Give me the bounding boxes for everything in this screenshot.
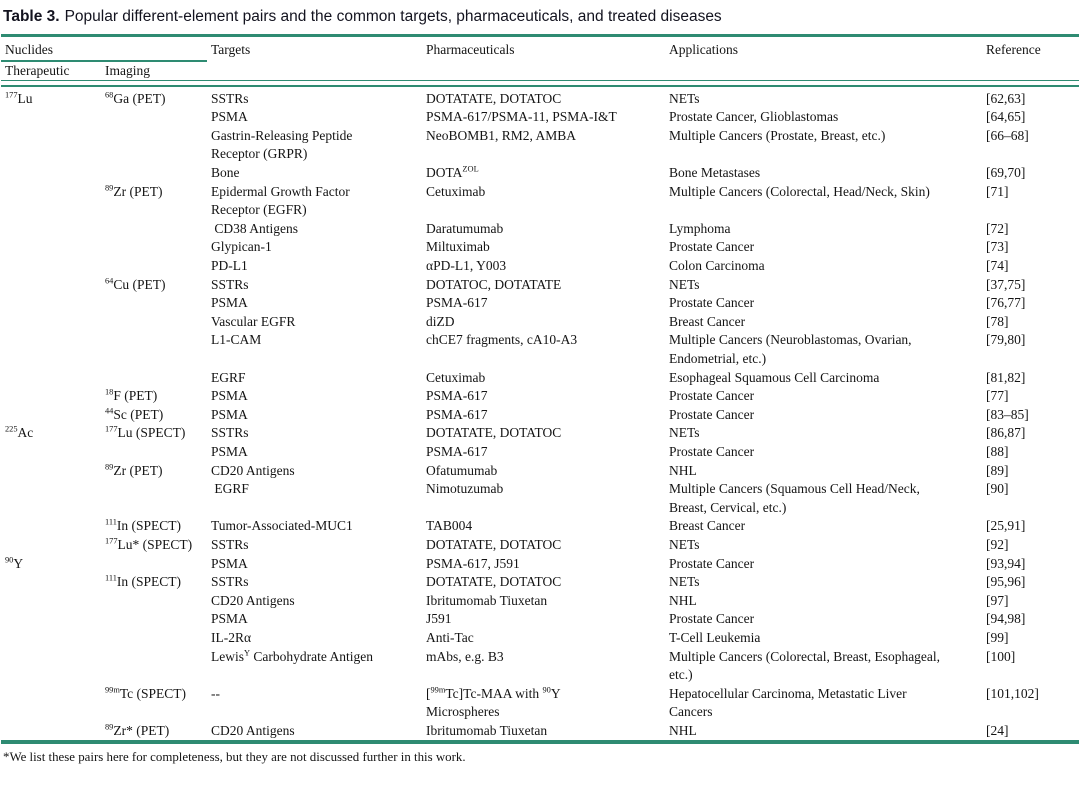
cell-imaging-nuclide: [101, 629, 207, 648]
cell-reference: [77]: [986, 388, 1009, 404]
cell-pharmaceutical: DOTATATE, DOTATOC: [426, 536, 562, 552]
cell-pharmaceutical: αPD-L1, Y003: [426, 258, 507, 274]
cell-pharmaceutical: PSMA-617, J591: [426, 555, 520, 571]
cell-therapeutic-nuclide: $^{90}$Y: [5, 555, 24, 571]
cell-application: Prostate Cancer: [669, 295, 755, 311]
cell-reference: [24]: [986, 722, 1009, 738]
cell-therapeutic-nuclide: [1, 648, 101, 685]
cell-application: Breast Cancer: [669, 518, 746, 534]
cell-application: Multiple Cancers (Squamous Cell Head/Neck, Breast, Cervical, etc.): [669, 481, 920, 515]
cell-pharmaceutical: mAbs, e.g. B3: [426, 648, 504, 664]
cell-imaging-nuclide: [101, 592, 207, 611]
cell-therapeutic-nuclide: [1, 313, 101, 332]
cell-pharmaceutical: PSMA-617/PSMA-11, PSMA-I&T: [426, 109, 617, 125]
table-row: [1, 648, 1079, 685]
cell-target: IL-2Rα: [211, 629, 252, 645]
cell-therapeutic-nuclide: [1, 536, 101, 555]
cell-application: NETs: [669, 276, 700, 292]
cell-reference: [73]: [986, 239, 1009, 255]
table-row: [1, 183, 1079, 220]
cell-pharmaceutical: Anti-Tac: [426, 629, 474, 645]
cell-application: Prostate Cancer: [669, 406, 755, 422]
cell-target: Lewis$^Y$ Carbohydrate Antigen: [211, 648, 374, 664]
cell-therapeutic-nuclide: $^{225}$Ac: [5, 424, 34, 441]
cell-application: Multiple Cancers (Colorectal, Head/Neck, Skin): [669, 183, 930, 199]
table-caption-text: Popular different-element pairs and the common targets, pharmaceuticals, and treated diseases: [64, 8, 722, 25]
cell-pharmaceutical: PSMA-617: [426, 443, 488, 459]
table-caption: [1, 7, 1079, 34]
cell-pharmaceutical: TAB004: [426, 518, 473, 534]
table-row: [1, 108, 1079, 127]
cell-therapeutic-nuclide: [1, 443, 101, 462]
col-header-therapeutic: Therapeutic: [1, 61, 101, 81]
cell-therapeutic-nuclide: [1, 108, 101, 127]
cell-target: CD20 Antigens: [211, 722, 295, 738]
cell-pharmaceutical: PSMA-617: [426, 388, 488, 404]
cell-target: CD38 Antigens: [211, 220, 299, 236]
cell-target: PSMA: [211, 443, 248, 459]
cell-therapeutic-nuclide: $^{177}$Lu: [5, 90, 33, 106]
table-row: [1, 722, 1079, 743]
cell-reference: [62,63]: [986, 90, 1026, 106]
cell-pharmaceutical: DOTATOC, DOTATATE: [426, 276, 562, 292]
cell-reference: [94,98]: [986, 611, 1026, 627]
cell-target: EGRF: [211, 369, 246, 385]
cell-imaging-nuclide: [101, 610, 207, 629]
cell-pharmaceutical: $DOTA^{ZOL}$: [426, 164, 479, 181]
cell-imaging-nuclide: $^{111}$In (SPECT): [105, 573, 182, 590]
cell-application: Prostate Cancer: [669, 239, 755, 255]
cell-reference: [95,96]: [986, 574, 1026, 590]
cell-target: Tumor-Associated-MUC1: [211, 518, 353, 534]
cell-pharmaceutical: Nimotuzumab: [426, 481, 504, 497]
cell-reference: [88]: [986, 443, 1009, 459]
cell-reference: [81,82]: [986, 369, 1026, 385]
cell-pharmaceutical: [$^{99m}$Tc]Tc-MAA with $^{90}$Y Microspheres: [426, 685, 561, 720]
cell-imaging-nuclide: [101, 331, 207, 368]
cell-pharmaceutical: diZD: [426, 313, 455, 329]
cell-target: L1-CAM: [211, 332, 262, 348]
table-row: [1, 443, 1079, 462]
table-row: [1, 331, 1079, 368]
cell-therapeutic-nuclide: [1, 629, 101, 648]
cell-reference: [90]: [986, 481, 1009, 497]
cell-pharmaceutical: Miltuximab: [426, 239, 490, 255]
cell-reference: [79,80]: [986, 332, 1026, 348]
cell-reference: [37,75]: [986, 276, 1026, 292]
col-header-targets: Targets: [211, 42, 251, 57]
table-row: [1, 164, 1079, 183]
cell-reference: [66–68]: [986, 127, 1029, 143]
cell-target: PSMA: [211, 555, 248, 571]
cell-target: PSMA: [211, 295, 248, 311]
cell-application: Prostate Cancer: [669, 388, 755, 404]
cell-application: Multiple Cancers (Colorectal, Breast, Esophageal, etc.): [669, 648, 941, 683]
cell-therapeutic-nuclide: [1, 517, 101, 536]
cell-therapeutic-nuclide: [1, 462, 101, 481]
cell-therapeutic-nuclide: [1, 480, 101, 517]
cell-imaging-nuclide: [101, 369, 207, 388]
cell-application: Prostate Cancer: [669, 443, 755, 459]
cell-therapeutic-nuclide: [1, 257, 101, 276]
cell-target: PD-L1: [211, 258, 248, 274]
cell-reference: [100]: [986, 648, 1016, 664]
cell-application: Colon Carcinoma: [669, 258, 765, 274]
cell-application: NHL: [669, 592, 697, 608]
cell-application: Bone Metastases: [669, 165, 761, 181]
col-header-applications: Applications: [669, 42, 738, 57]
cell-therapeutic-nuclide: [1, 294, 101, 313]
cell-therapeutic-nuclide: [1, 331, 101, 368]
cell-reference: [89]: [986, 462, 1009, 478]
cell-target: EGRF: [211, 481, 249, 497]
cell-reference: [74]: [986, 258, 1009, 274]
cell-target: Vascular EGFR: [211, 313, 296, 329]
cell-pharmaceutical: DOTATATE, DOTATOC: [426, 574, 562, 590]
table-row: [1, 462, 1079, 481]
cell-application: NHL: [669, 722, 697, 738]
cell-target: SSTRs: [211, 276, 249, 292]
col-header-nuclides: Nuclides: [1, 36, 207, 61]
cell-pharmaceutical: PSMA-617: [426, 406, 488, 422]
cell-imaging-nuclide: [101, 313, 207, 332]
table-row: [1, 629, 1079, 648]
header-row-2-filler: [207, 61, 1079, 81]
table-row: [1, 555, 1079, 574]
cell-imaging-nuclide: [101, 127, 207, 164]
table-row: [1, 592, 1079, 611]
cell-pharmaceutical: PSMA-617: [426, 295, 488, 311]
cell-imaging-nuclide: $^{177}$Lu* (SPECT): [105, 536, 193, 552]
cell-reference: [78]: [986, 313, 1009, 329]
cell-imaging-nuclide: [101, 480, 207, 517]
cell-imaging-nuclide: [101, 220, 207, 239]
cell-pharmaceutical: J591: [426, 611, 452, 627]
table-caption-label: Table 3.: [3, 8, 60, 25]
cell-imaging-nuclide: $^{99m}$Tc (SPECT): [105, 685, 187, 701]
cell-reference: [92]: [986, 536, 1009, 552]
cell-imaging-nuclide: $^{89}$Zr (PET): [105, 462, 163, 478]
cell-application: Multiple Cancers (Prostate, Breast, etc.): [669, 127, 886, 143]
table-row: [1, 480, 1079, 517]
table-row: [1, 406, 1079, 425]
cell-target: CD20 Antigens: [211, 592, 295, 608]
cell-pharmaceutical: Cetuximab: [426, 369, 486, 385]
cell-therapeutic-nuclide: [1, 387, 101, 406]
cell-application: NHL: [669, 462, 697, 478]
cell-pharmaceutical: Ibritumomab Tiuxetan: [426, 592, 548, 608]
col-header-imaging: Imaging: [101, 61, 207, 81]
cell-application: Prostate Cancer: [669, 611, 755, 627]
cell-pharmaceutical: chCE7 fragments, cA10-A3: [426, 332, 578, 348]
cell-target: CD20 Antigens: [211, 462, 295, 478]
table-row: [1, 220, 1079, 239]
cell-pharmaceutical: DOTATATE, DOTATOC: [426, 425, 562, 441]
cell-imaging-nuclide: $^{89}$Zr (PET): [105, 183, 163, 199]
cell-reference: [69,70]: [986, 165, 1026, 181]
cell-imaging-nuclide: [101, 238, 207, 257]
cell-target: Bone: [211, 165, 240, 181]
header-row-1: [1, 36, 1079, 61]
cell-therapeutic-nuclide: [1, 685, 101, 722]
cell-therapeutic-nuclide: [1, 573, 101, 592]
table-row: [1, 685, 1079, 722]
cell-pharmaceutical: Daratumumab: [426, 220, 504, 236]
cell-reference: [72]: [986, 220, 1009, 236]
cell-target: PSMA: [211, 109, 248, 125]
cell-imaging-nuclide: [101, 257, 207, 276]
cell-reference: [99]: [986, 629, 1009, 645]
cell-target: PSMA: [211, 388, 248, 404]
cell-target: --: [211, 685, 220, 701]
table-row: [1, 238, 1079, 257]
cell-therapeutic-nuclide: [1, 220, 101, 239]
cell-therapeutic-nuclide: [1, 276, 101, 295]
table-row: [1, 424, 1079, 443]
data-table: [1, 34, 1079, 744]
cell-therapeutic-nuclide: [1, 183, 101, 220]
cell-pharmaceutical: Cetuximab: [426, 183, 486, 199]
table-row: [1, 573, 1079, 592]
cell-imaging-nuclide: [101, 294, 207, 313]
table-row: [1, 86, 1079, 109]
cell-target: SSTRs: [211, 574, 249, 590]
cell-imaging-nuclide: [101, 164, 207, 183]
cell-target: Glypican-1: [211, 239, 272, 255]
cell-pharmaceutical: NeoBOMB1, RM2, AMBA: [426, 127, 577, 143]
cell-therapeutic-nuclide: [1, 127, 101, 164]
table-row: [1, 610, 1079, 629]
cell-therapeutic-nuclide: [1, 610, 101, 629]
cell-application: Prostate Cancer: [669, 555, 755, 571]
table-row: [1, 517, 1079, 536]
cell-application: Prostate Cancer, Glioblastomas: [669, 109, 839, 125]
cell-therapeutic-nuclide: [1, 238, 101, 257]
cell-reference: [71]: [986, 183, 1009, 199]
table-header: [1, 36, 1079, 86]
cell-imaging-nuclide: $^{111}$In (SPECT): [105, 517, 182, 534]
cell-therapeutic-nuclide: [1, 164, 101, 183]
cell-reference: [93,94]: [986, 555, 1026, 571]
cell-therapeutic-nuclide: [1, 722, 101, 743]
cell-application: Esophageal Squamous Cell Carcinoma: [669, 369, 880, 385]
cell-reference: [97]: [986, 592, 1009, 608]
cell-application: Lymphoma: [669, 220, 731, 236]
cell-application: NETs: [669, 90, 700, 106]
cell-application: NETs: [669, 574, 700, 590]
cell-pharmaceutical: Ibritumomab Tiuxetan: [426, 722, 548, 738]
cell-target: SSTRs: [211, 425, 249, 441]
cell-imaging-nuclide: [101, 648, 207, 685]
cell-application: Breast Cancer: [669, 313, 746, 329]
cell-reference: [25,91]: [986, 518, 1026, 534]
cell-pharmaceutical: DOTATATE, DOTATOC: [426, 90, 562, 106]
cell-therapeutic-nuclide: [1, 369, 101, 388]
cell-target: SSTRs: [211, 90, 249, 106]
table-row: [1, 313, 1079, 332]
cell-target: SSTRs: [211, 536, 249, 552]
cell-imaging-nuclide: $^{18}$F (PET): [105, 387, 158, 404]
cell-imaging-nuclide: $^{44}$Sc (PET): [105, 406, 164, 422]
cell-reference: [101,102]: [986, 685, 1039, 701]
cell-pharmaceutical: Ofatumumab: [426, 462, 498, 478]
cell-therapeutic-nuclide: [1, 592, 101, 611]
table-footnote: *We list these pairs here for completeness, but they are not discussed further in this work.: [3, 750, 466, 765]
table-row: [1, 536, 1079, 555]
col-header-reference: Reference: [986, 42, 1041, 57]
table-row: [1, 257, 1079, 276]
header-row-2: [1, 61, 1079, 81]
cell-application: Hepatocellular Carcinoma, Metastatic Liver Cancers: [669, 685, 907, 720]
cell-target: Gastrin-Releasing Peptide Receptor (GRPR): [211, 127, 353, 162]
cell-imaging-nuclide: $^{89}$Zr* (PET): [105, 722, 170, 738]
table-body: [1, 86, 1079, 743]
cell-imaging-nuclide: [101, 443, 207, 462]
table-row: [1, 387, 1079, 406]
cell-reference: [83–85]: [986, 406, 1029, 422]
table-row: [1, 127, 1079, 164]
cell-application: T-Cell Leukemia: [669, 629, 761, 645]
cell-imaging-nuclide: [101, 555, 207, 574]
cell-target: Epidermal Growth Factor Receptor (EGFR): [211, 183, 350, 218]
cell-application: Multiple Cancers (Neuroblastomas, Ovarian, Endometrial, etc.): [669, 332, 912, 366]
cell-imaging-nuclide: $^{68}$Ga (PET): [105, 90, 166, 106]
cell-target: PSMA: [211, 406, 248, 422]
col-header-pharmaceuticals: Pharmaceuticals: [426, 42, 515, 57]
cell-reference: [76,77]: [986, 295, 1026, 311]
cell-reference: [86,87]: [986, 425, 1026, 441]
table-row: [1, 294, 1079, 313]
cell-application: NETs: [669, 425, 700, 441]
cell-target: PSMA: [211, 611, 248, 627]
cell-imaging-nuclide: $^{177}$Lu (SPECT): [105, 424, 186, 441]
cell-therapeutic-nuclide: [1, 406, 101, 425]
cell-application: NETs: [669, 536, 700, 552]
table-row: [1, 369, 1079, 388]
table-row: [1, 276, 1079, 295]
cell-reference: [64,65]: [986, 109, 1026, 125]
cell-imaging-nuclide: $^{64}$Cu (PET): [105, 276, 166, 292]
cell-imaging-nuclide: [101, 108, 207, 127]
